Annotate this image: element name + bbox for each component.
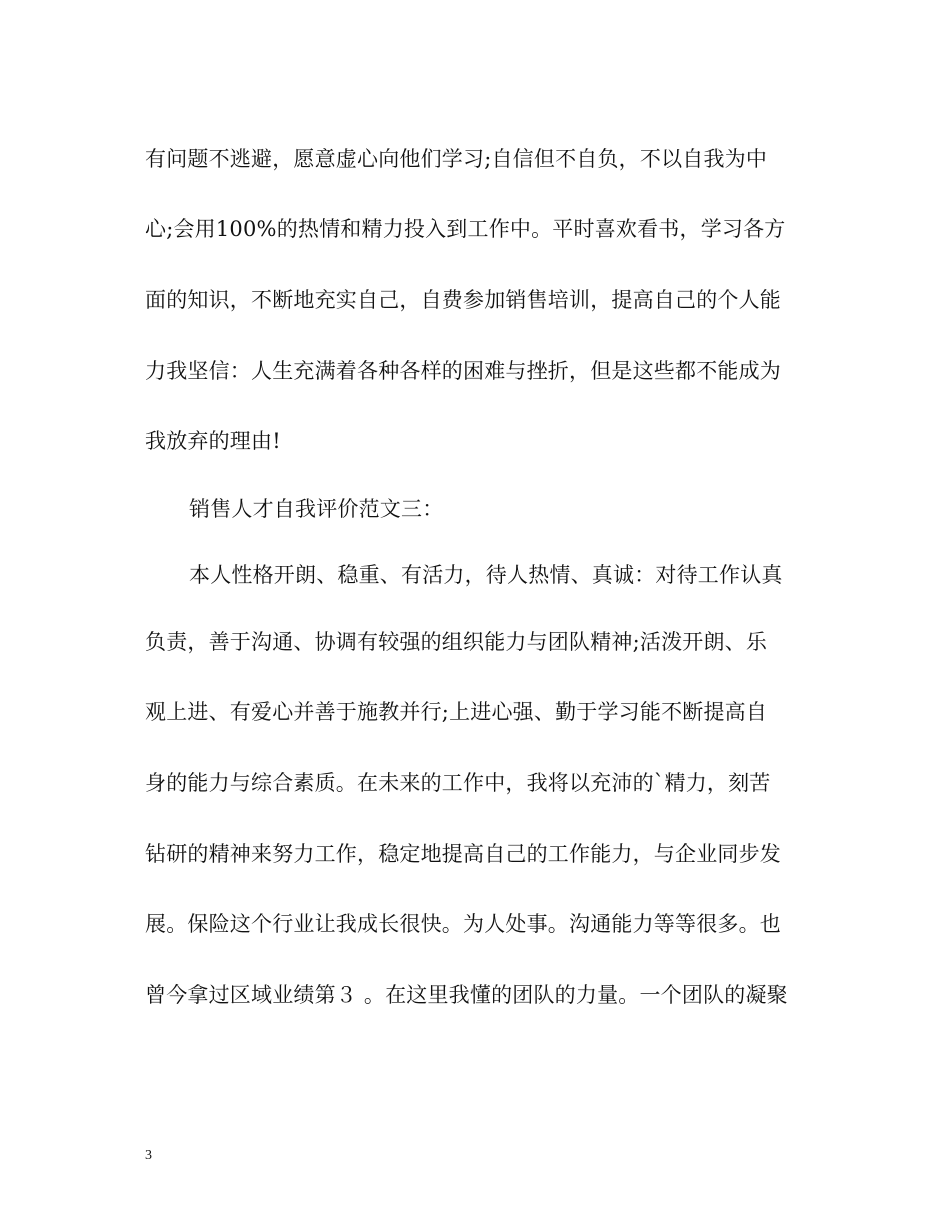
paragraph-line: 负责，善于沟通、协调有较强的组织能力与团队精神;活泼开朗、乐 (145, 630, 768, 654)
text-line: 我放弃的理由! (145, 429, 281, 453)
text-line: 心;会用100%的热情和精力投入到工作中。平时喜欢看书，学习各方 (145, 217, 786, 241)
paragraph-line: 身的能力与综合素质。在未来的工作中，我将以充沛的`精力，刻苦 (145, 771, 771, 795)
text-line: 面的知识，不断地充实自己，自费参加销售培训，提高自己的个人能 (145, 288, 781, 312)
paragraph-line: 展。保险这个行业让我成长很快。为人处事。沟通能力等等很多。也 (145, 912, 781, 936)
paragraph-line: 观上进、有爱心并善于施教并行;上进心强、勤于学习能不断提高自 (145, 700, 768, 724)
paragraph-line: 曾今拿过区域业绩第３ 。在这里我懂的团队的力量。一个团队的凝聚 (145, 983, 788, 1007)
section-heading: 销售人才自我评价范文三： (189, 497, 444, 521)
paragraph-line: 钻研的精神来努力工作，稳定地提高自己的工作能力，与企业同步发 (145, 842, 781, 866)
text-line: 力我坚信：人生充满着各种各样的困难与挫折，但是这些都不能成为 (145, 359, 781, 383)
page-number: 3 (145, 1148, 152, 1163)
paragraph-line: 本人性格开朗、稳重、有活力，待人热情、真诚：对待工作认真 (189, 563, 783, 587)
text-line: 有问题不逃避，愿意虚心向他们学习;自信但不自负，不以自我为中 (145, 147, 768, 171)
